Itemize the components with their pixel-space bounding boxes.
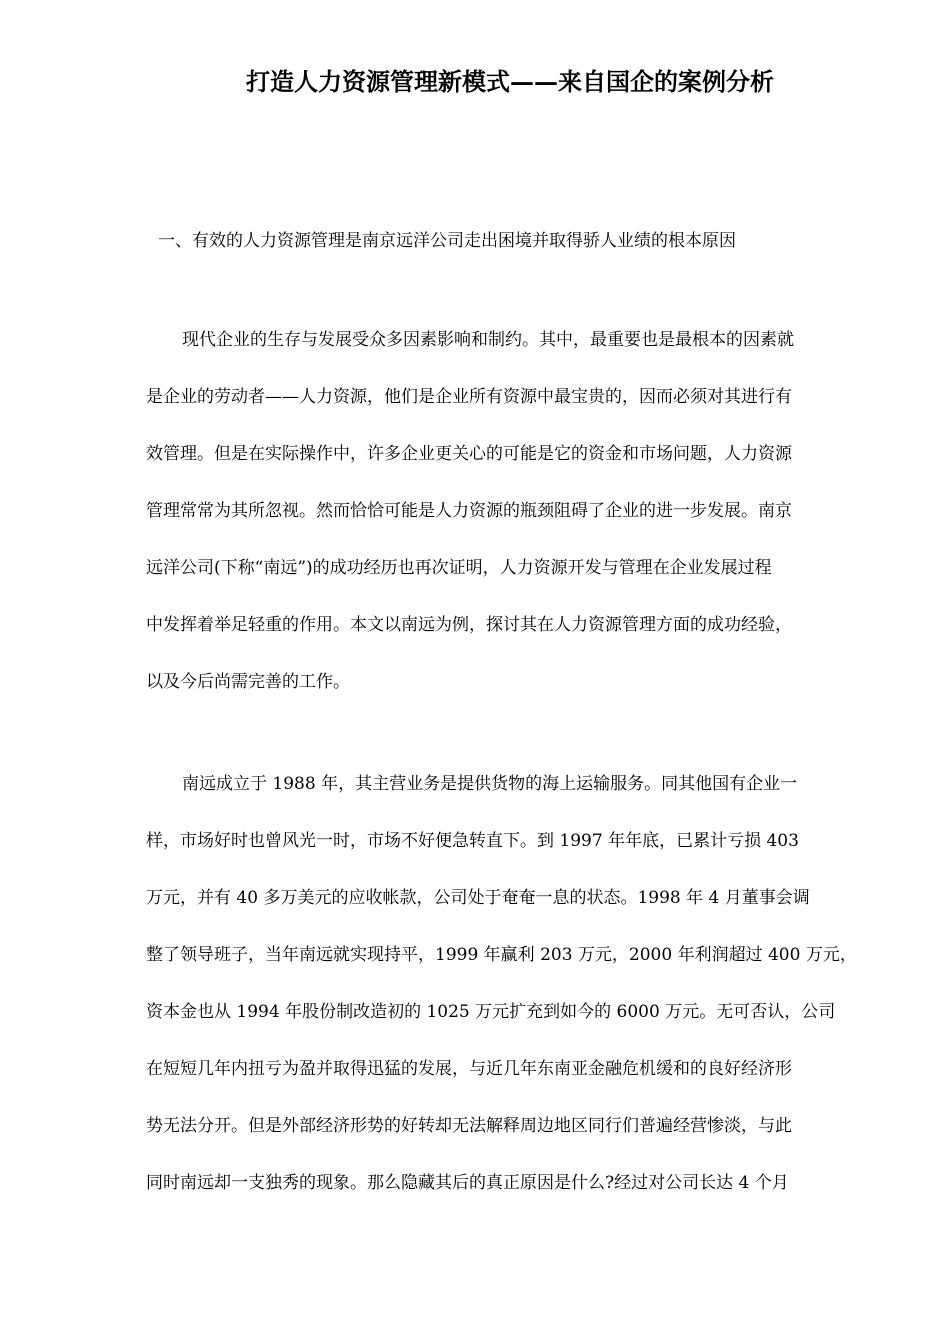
document-title: 打造人力资源管理新模式——来自国企的案例分析	[246, 67, 774, 96]
paragraph-2-line: 在短短几年内扭亏为盈并取得迅猛的发展，与近几年东南亚金融危机缓和的良好经济形	[146, 1059, 792, 1079]
paragraph-1-line: 效管理。但是在实际操作中，许多企业更关心的可能是它的资金和市场问题，人力资源	[146, 444, 792, 464]
paragraph-2-line: 势无法分开。但是外部经济形势的好转却无法解释周边地区同行们普遍经营惨淡，与此	[146, 1116, 792, 1136]
paragraph-2-line: 样，市场好时也曾风光一时，市场不好便急转直下。到 1997 年年底，已累计亏损 403	[146, 831, 799, 851]
paragraph-1-line: 管理常常为其所忽视。然而恰恰可能是人力资源的瓶颈阻碍了企业的进一步发展。南京	[146, 501, 792, 521]
paragraph-2-line: 整了领导班子，当年南远就实现持平，1999 年赢利 203 万元，2000 年利润超过 400 万元，	[146, 945, 857, 965]
paragraph-2-line: 南远成立于 1988 年，其主营业务是提供货物的海上运输服务。同其他国有企业一	[182, 774, 798, 794]
paragraph-2-line: 资本金也从 1994 年股份制改造初的 1025 万元扩充到如今的 6000 万元。无可否认，公司	[146, 1002, 836, 1022]
paragraph-2-line: 万元，并有 40 多万美元的应收帐款，公司处于奄奄一息的状态。1998 年 4 月董事会调	[146, 888, 810, 908]
paragraph-1-line: 是企业的劳动者——人力资源，他们是企业所有资源中最宝贵的，因而必须对其进行有	[146, 387, 792, 407]
paragraph-1-line: 现代企业的生存与发展受众多因素影响和制约。其中，最重要也是最根本的因素就	[182, 330, 794, 350]
paragraph-1-line: 中发挥着举足轻重的作用。本文以南远为例，探讨其在人力资源管理方面的成功经验，	[146, 615, 792, 635]
section-heading: 一、有效的人力资源管理是南京远洋公司走出困境并取得骄人业绩的根本原因	[158, 231, 736, 251]
paragraph-2-line: 同时南远却一支独秀的现象。那么隐藏其后的真正原因是什么?经过对公司长达 4 个月	[146, 1173, 789, 1193]
paragraph-1-line: 远洋公司(下称“南远”)的成功经历也再次证明，人力资源开发与管理在企业发展过程	[146, 558, 772, 578]
paragraph-1-line: 以及今后尚需完善的工作。	[146, 672, 350, 692]
